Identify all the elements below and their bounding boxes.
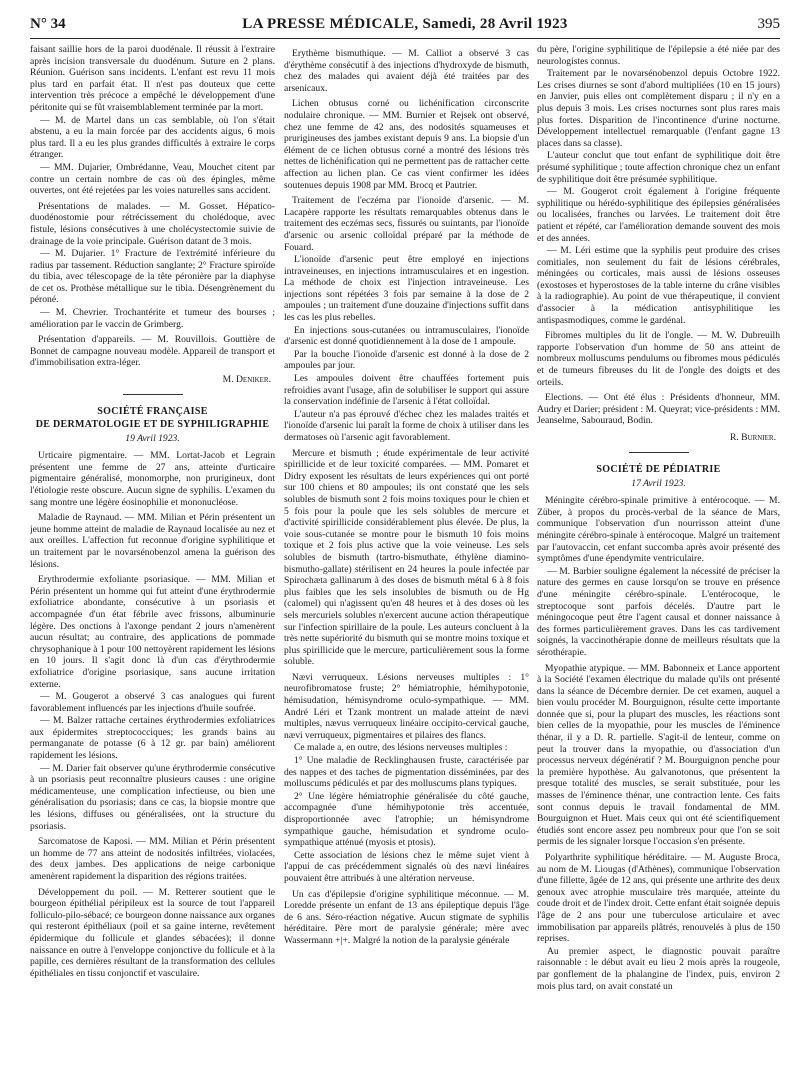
header-rule <box>30 38 780 39</box>
paragraph: Par la bouche l'ionoïde d'arsenic est donné à la dose de 2 ampoules par jour. <box>284 348 529 372</box>
paragraph: — M. Chevrier. Trochantérite et tumeur des bourses ; amélioration par le vaccin de Grimberg. <box>30 307 275 330</box>
divider <box>123 394 183 395</box>
paragraph: Mercure et bismuth ; étude expérimentale de leur activité spirillicide et de leur toxicité comparées. — MM. Pomaret et Didry exposent les résultats de leurs expériences qui ont porté sur 100 chiens et 80 ampoules; ils ont constaté que les sels solubles de bismuth sont 2 fois moins toxiques pour le chien et 5 fois pour la poule que les sels solubles de mercure et d'activité spirillicide considérablement plus élevée. De plus, la voie sous-cutanée se montre pour le bismuth 10 fois moins toxique et 2 fois plus active que la voie veineuse. Les sels solubles de bismuth (tartro-bismuthate, éthylène diamino-bismutho-gallate) stérilisent en 24 heures la poule infectée par Spirochæta gallinarum à des doses de bismuth métal 6 à 8 fois plus faibles que les sels insolubles de bismuth ou de Hg (calomel) qui n'agissent qu'en 48 heures et à des doses où les sels mercuriels solubles n'exercent aucune action thérapeutique sur l'infection spirillaire de la poule. Les auteurs concluent à la très nette supériorité du bismuth qui se montre moins toxique et plus spirillicide que le mercure, particulièrement sous la forme soluble. <box>284 447 529 668</box>
column-3 <box>537 44 780 1076</box>
section-date: 19 Avril 1923. <box>125 432 180 444</box>
paragraph: Développement du poil. — M. Retterer soutient que le bourgeon épithélial péripileux est la source de tout l'appareil folliculo-pilo-sébacé; ce bourgeon donne naissance aux organes qui resteront épithéliaux (poil et sa gaine interne, revêtement épidermique du follicule et glandes sébacées); il donne naissance en outre à l'enveloppe conjonctive du follicule et à la papille, ces dernières résultant de la transformation des cellules épithéliales en tissu conjonctif et vasculaire. <box>30 886 275 979</box>
paragraph: Traitement par le novarsénobenzol depuis Octobre 1922. Les crises diurnes se sont d'abord multipliées (10 en 15 jours) en Janvier, puis elles ont complètement disparu ; il n'y en a plus depuis 3 mois. Les crises nocturnes sont plus rares mais plus fortes. Disparition de l'incontinence d'urine nocturne. Développement intellectuel remarquable (l'enfant gagne 13 places dans sa classe). <box>537 68 780 149</box>
paragraph: — M. Dujarier. 1° Fracture de l'extrémité inférieure du radius par tassement. Réduction sanglante; 2° Fracture spiroïde du tibia, avec télescopage de la tête péronière par la diaphyse de cet os. Prothèse métallique sur le tibia. Désengrènement du péroné. <box>30 248 275 306</box>
signature: M. Deniker. <box>222 374 271 386</box>
paragraph: Méningite cérébro-spinale primitive à entérocoque. — M. Züber, à propos du procès-verbal de la séance de Mars, communique l'observation d'un nourrisson atteint d'une méningite cérébro-spinale à entérocoque. Malgré un traitement par l'autovaccin, cet enfant succomba après avoir présenté des symptômes d'une épendymite ventriculaire. <box>537 495 780 565</box>
paragraph: — M. Gougerot croit également à l'origine fréquente syphilitique ou hérédo-syphilitique des épilepsies généralisées ou localisées, franches ou larvées. Le traitement doit être patient et répété, car l'amélioration demande souvent des mois et des années. <box>537 186 780 244</box>
paragraph: Fibromes multiples du lit de l'ongle. — M. W. Dubreuilh rapporte l'observation d'un homme de 50 ans atteint de nombreux molluscums pendulums ou fibromes mous pédiculés et de tumeurs fibreuses du lit de l'ongle des doigts et des orteils. <box>537 330 780 388</box>
divider <box>629 452 689 453</box>
page-number: 395 <box>757 16 780 32</box>
section-title: SOCIÉTÉ DE PÉDIATRIE <box>596 463 721 475</box>
paragraph: L'ionoïde d'arsenic peut être employé en injections intraveineuses, en injections intramusculaires et en ingestion. La méthode de choix est l'injection intraveineuse. Les injections sont répétées 3 fois par semaine à la dose de 2 ampoules ; un traitement d'une douzaine d'injections suffit dans les cas les plus rebelles. <box>284 254 529 324</box>
column-2 <box>284 44 529 1076</box>
paragraph: Elections. — Ont été élus : Présidents d'honneur, MM. Audry et Darier; président : M. Queyrat; vice-présidents : MM. Jeanselme, Sabouraud, Bodin. <box>537 392 780 427</box>
paragraph: Erythrodermie exfoliante psoriasique. — MM. Milian et Périn présentent un homme qui fut atteint d'une érythrodermie exfoliatrice abondante, consécutive à un psoriasis et accompagnée d'un état fébrile avec frissons, albuminurie légère. Des onctions à l'axonge pendant 2 jours n'amenèrent aucun résultat; au contraire, des applications de pommade chrysophanique à 1 pour 100 nettoyèrent rapidement les lésions en 10 jours. Il s'agit donc là d'un cas d'érythrodermie exfoliatrice d'origine psoriasique, sans aucune irritation externe. <box>30 574 275 690</box>
paragraph: L'auteur conclut que tout enfant de syphilitique doit être présumé syphilitique ; toute affection chronique chez un enfant de syphilitique doit être présumée syphilitique. <box>537 150 780 185</box>
paragraph: Présentation d'appareils. — M. Rouvillois. Gouttière de Bonnet de campagne nouveau modèle. Appareil de transport et d'immobilisation extra-léger. <box>30 334 275 369</box>
section-title: SOCIÉTÉ FRANÇAISE DE DERMATOLOGIE ET DE SYPHILIGRAPHIE <box>35 405 270 430</box>
paragraph: Au premier aspect, le diagnostic pouvait paraître raisonnable : le début avait eu lieu 2 mois après la rougeole, par gonflement de la phalangine de l'index, puis, environ 2 mois plus tard, on avait constaté un <box>537 945 780 992</box>
page-header <box>30 14 780 36</box>
paragraph: 1° Une maladie de Recklinghausen fruste, caractérisée par des nappes et des taches de pigmentation disséminées, par des molluscums pédiculés et par des molluscums plans typiques. <box>284 755 529 790</box>
paragraph: Un cas d'épilepsie d'origine syphilitique méconnue. — M. Loredde présente un enfant de 13 ans épileptique depuis l'âge de 6 ans. Séro-réaction négative. Aucun stigmate de syphilis héréditaire. Père mort de paralysie générale; mère avec Wassermann +|+. Malgré la notion de la paralysie générale <box>284 888 529 946</box>
paragraph: — M. Balzer rattache certaines érythrodermies exfoliatrices aux épidermites streptococciques; les grands bains au permanganate de potasse (6 à 12 gr. par bain) améliorent rapidement les lésions. <box>30 715 275 762</box>
paragraph: — M. de Martel dans un cas semblable, où l'on s'était abstenu, a eu la main forcée par des accidents aigus, 6 mois plus tard. Il a eu les plus grandes difficultés à extraire le corps étranger. <box>30 114 275 161</box>
paragraph: En injections sous-cutanées ou intramusculaires, l'ionoïde d'arsenic est donné quotidiennement à la dose de 1 ampoule. <box>284 324 529 348</box>
paragraph: Maladie de Raynaud. — MM. Milian et Périn présentent un jeune homme atteint de maladie de Raynaud localisée au nez et aux oreilles. L'affection fut reconnue d'origine syphilitique et un traitement par le novarsénobenzol amena la guérison des lésions. <box>30 512 275 570</box>
paragraph: Cette association de lésions chez le même sujet vient à l'appui de cas précédemment signalés où des nævi linéaires pouvaient être attribués à une altération nerveuse. <box>284 849 529 884</box>
paragraph: Présentations de malades. — M. Gosset. Hépatico-duodénostomie pour rétrécissement du cholédoque, avec fistule, lésions consécutives à une cholécystectomie suivie de drainage de la voie principale. Guérison datant de 3 mois. <box>30 200 275 247</box>
paragraph: Les ampoules doivent être chauffées fortement puis refroidies avant l'usage, afin de solubiliser le support qui assure la conservation indéfinie de l'arsenic à l'état colloïdal. <box>284 373 529 408</box>
paragraph: — M. Barbier souligne également la nécessité de préciser la nature des germes en cause lorsqu'on se trouve en présence d'une méningite cérébro-spinale. L'entérocoque, le streptocoque sont parfois décelés. D'autre part le méningocoque peut être l'agent causal et donner naissance à des formes particulièrement graves. Dans les cas tardivement soignés, la vaccinothérapie donne de meilleurs résultats que la sérothérapie. <box>537 565 780 658</box>
paragraph: — M. Gougerot a observé 3 cas analogues qui furent favorablement influencés par les injections d'huile soufrée. <box>30 691 275 714</box>
paragraph: — M. Léri estime que la syphilis peut produire des crises comitiales, non seulement du fait de lésions cérébrales, méningées ou corticales, mais aussi de lésions osseuses (exostoses et hyperostoses de la table interne du crâne visibles à la radiographie). Au point de vue thérapeutique, il convient d'associer à la médication antisyphilitique les antispasmodiques, comme le gardénal. <box>537 245 780 326</box>
section-date: 17 Avril 1923. <box>631 477 686 489</box>
paragraph: Urticaire pigmentaire. — MM. Lortat-Jacob et Legrain présentent une femme de 27 ans, atteinte d'urticaire pigmentaire généralisé, monomorphe, non prurigineux, dont l'étiologie reste obscure. Aucun signe de syphilis. L'examen du sang montre une légère éosinophilie et mononucléose. <box>30 450 275 508</box>
paragraph: Lichen obtusus corné ou lichénification circonscrite nodulaire chronique. — MM. Burnier et Rejsek ont observé, chez une femme de 42 ans, des nodosités squameuses et prurigineuses des jambes existant depuis 9 ans. La biopsie d'un élément de ce lichen obtusus corné a montré des lésions très nettes de lichénification qui ne permettent pas de rattacher cette affection au lichen plan. Ce cas vient confirmer les idées soutenues depuis 1908 par MM. Brocq et Pautrier. <box>284 98 529 191</box>
journal-title: LA PRESSE MÉDICALE, Samedi, 28 Avril 1923 <box>242 16 568 32</box>
paragraph: Sarcomatose de Kaposi. — MM. Milian et Périn présentent un homme de 77 ans atteint de nodosités infiltrées, violacées, des deux jambes. Des applications de neige carbonique amenèrent rapidement la disparition des régions traitées. <box>30 836 275 882</box>
paragraph: Ce malade a, en outre, des lésions nerveuses multiples : <box>294 742 508 754</box>
issue-number: N° 34 <box>30 16 66 32</box>
paragraph: Nævi verruqueux. Lésions nerveuses multiples : 1° neurofibromatose fruste; 2° hémiatrophie, hémihypotonie, hémisudation, hémisyndrome oculo-sympathique. — MM. André Léri et Tzank montrent un malade atteint de nævi multiples, nævus verruqueux linéaire occipito-cervical gauche, nævi verruqueux, pigmentaires et pilaires des flancs. <box>284 671 529 741</box>
signature: R. Burnier. <box>729 432 776 443</box>
paragraph: du père, l'origine syphilitique de l'épilepsie a été niée par des neurologistes connus. <box>537 44 780 67</box>
paragraph: Polyarthrite syphilitique héréditaire. — M. Auguste Broca, au nom de M. Liougas (d'Athènes), communique l'observation d'une fillette, âgée de 12 ans, qui présente une arthrite des deux genoux avec atrophie musculaire très marquée, atteinte du coude droit et de l'index droit. Cette enfant était soignée depuis l'âge de 2 ans pour une tuberculose articulaire et avec immobilisation par appareils plâtrés, renouvelés à plus de 150 reprises. <box>537 852 780 945</box>
paragraph: 2° Une légère hémiatrophie généralisée du côté gauche, accompagnée d'une hémihypotonie très accentuée, disproportionnée avec l'atrophie; un hémisyndrome sympathique gauche, hémisudation et syndrome oculo-sympathique atténué (myosis et ptosis). <box>284 790 529 849</box>
paragraph: faisant saillie hors de la paroi duodénale. Il réussit à l'extraire après incision transversale du duodénum. Suture en 2 plans. Réunion. Guérison sans incidents. L'enfant est revu 11 mois plus tard en parfait état. Il n'est pas douteux que cette intervention très précoce a empêché le développement d'une péritonite qui se fût vraisemblablement terminée par la mort. <box>30 44 275 113</box>
paragraph: Traitement de l'eczéma par l'ionoïde d'arsenic. — M. Lacapère rapporte les résultats remarquables obtenus dans le traitement des eczémas secs, fissurés ou suintants, par l'ionoïde d'arsenic ou arsenic colloïdal préparé par la méthode de Fouard. <box>284 195 529 253</box>
paragraph: — MM. Dujarier, Ombrédanne, Veau, Mouchet citent par contre un certain nombre de cas où des épingles, même ouvertes, ont été rejetées par les voies naturelles sans accident. <box>30 161 275 197</box>
paragraph: Erythème bismuthique. — M. Calliot a observé 3 cas d'érythème consécutif à des injections d'hydroxyde de bismuth, chez des malades qui avaient déjà été traitées par des arsenicaux. <box>284 48 529 94</box>
paragraph: — M. Darier fait observer qu'une érythrodermie consécutive à un psoriasis peut reconnaître plusieurs causes : une origine médicamenteuse, une complication infectieuse, ou bien une généralisation du psoriasis; dans ce cas, la biopsie montre que les lésions, diffuses ou généralisées, ont la structure du psoriasis. <box>30 762 275 832</box>
column-1 <box>30 44 275 1076</box>
paragraph: L'auteur n'a pas éprouvé d'échec chez les malades traités et l'ionoïde d'arsenic lui paraît la forme de choix à utiliser dans les dermatoses où l'arsenic agit favorablement. <box>284 408 529 443</box>
paragraph: Myopathie atypique. — MM. Babonneix et Lance apportent à la Société l'examen électrique du malade qu'ils ont présenté dans la séance de Décembre dernier. De cet examen, auquel a bien voulu procéder M. Bourguignon, résulte cette importante donnée que si, pour la plupart des muscles, les réactions sont bien celles de la myopathie, pour les muscles de l'éminence thénar, il y a D. R. partielle. S'agit-il de lenteur, comme on peut la trouver dans la myopathie, ou d'association d'un processus nerveux dégénératif ? M. Bourguignon penche pour la première hypothèse. Au galvanotonus, que présentent la presque totalité des muscles, se serait substituée, pour les masses de l'éminence thénar, une contraction lente. Ces faits sont connus depuis le travail fondamental de MM. Bourguignon et Huet. Mais ceux qui ont été scientifiquement étudiés sont encore assez peu nombreux pour que l'on se soit permis de les signaler lorsque l'occasion s'en présente. <box>537 662 780 848</box>
